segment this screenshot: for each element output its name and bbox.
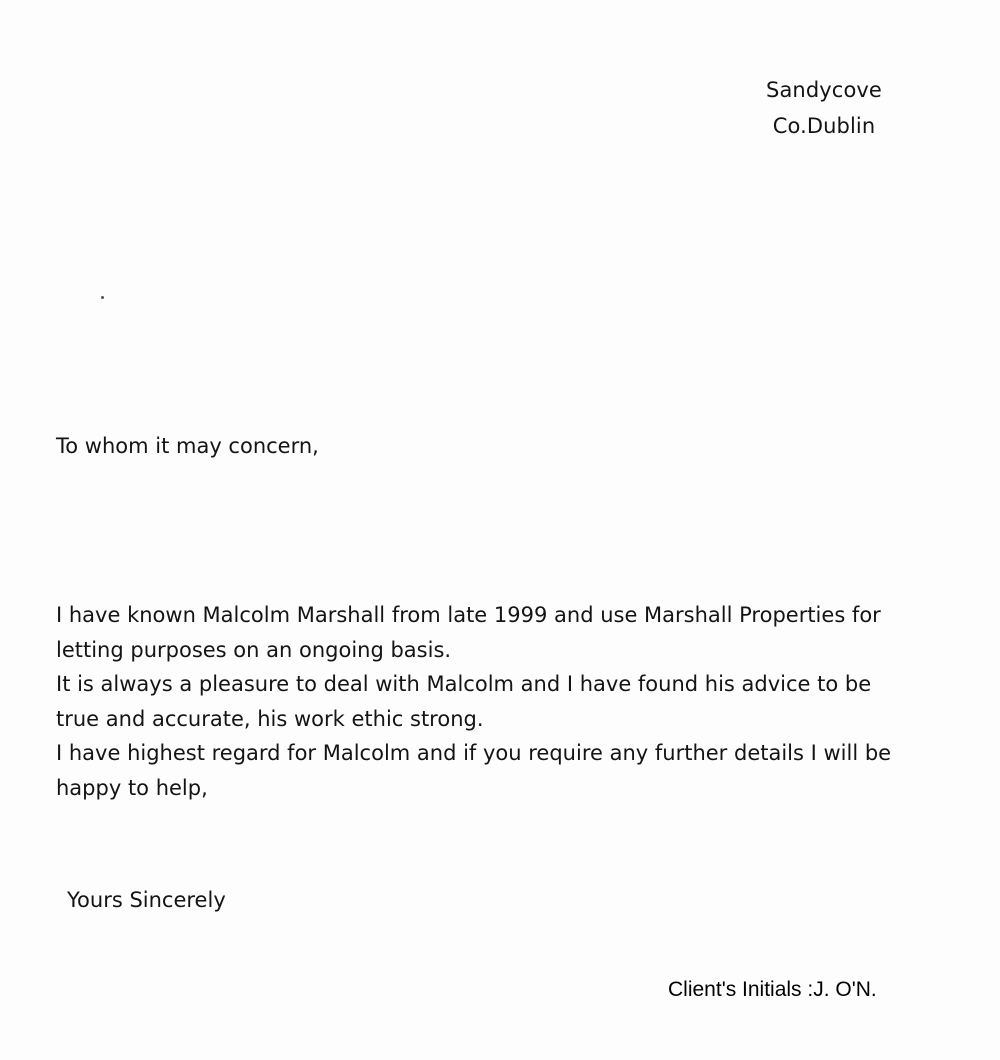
- body-line: I have known Malcolm Marshall from late 1999 and use Marshall Properties for: [56, 603, 881, 627]
- body-line: It is always a pleasure to deal with Malcolm and I have found his advice to be: [56, 672, 872, 696]
- salutation: To whom it may concern,: [56, 434, 319, 458]
- initials-value: J. O'N.: [813, 978, 877, 1001]
- address-line-2: Co.Dublin: [772, 114, 876, 138]
- body-line: happy to help,: [56, 775, 208, 800]
- closing: Yours Sincerely: [67, 888, 226, 912]
- client-initials: [668, 978, 877, 1002]
- initials-label: Client's Initials :: [668, 978, 814, 1001]
- letter-body: [56, 598, 956, 805]
- sender-address: [724, 72, 924, 144]
- body-line: true and accurate, his work ethic strong.: [56, 706, 484, 731]
- address-line-1: Sandycove: [766, 78, 882, 102]
- paper-speck: [101, 296, 104, 299]
- body-line: I have highest regard for Malcolm and if you require any further details I will be: [56, 741, 892, 765]
- body-line: letting purposes on an ongoing basis.: [56, 637, 452, 662]
